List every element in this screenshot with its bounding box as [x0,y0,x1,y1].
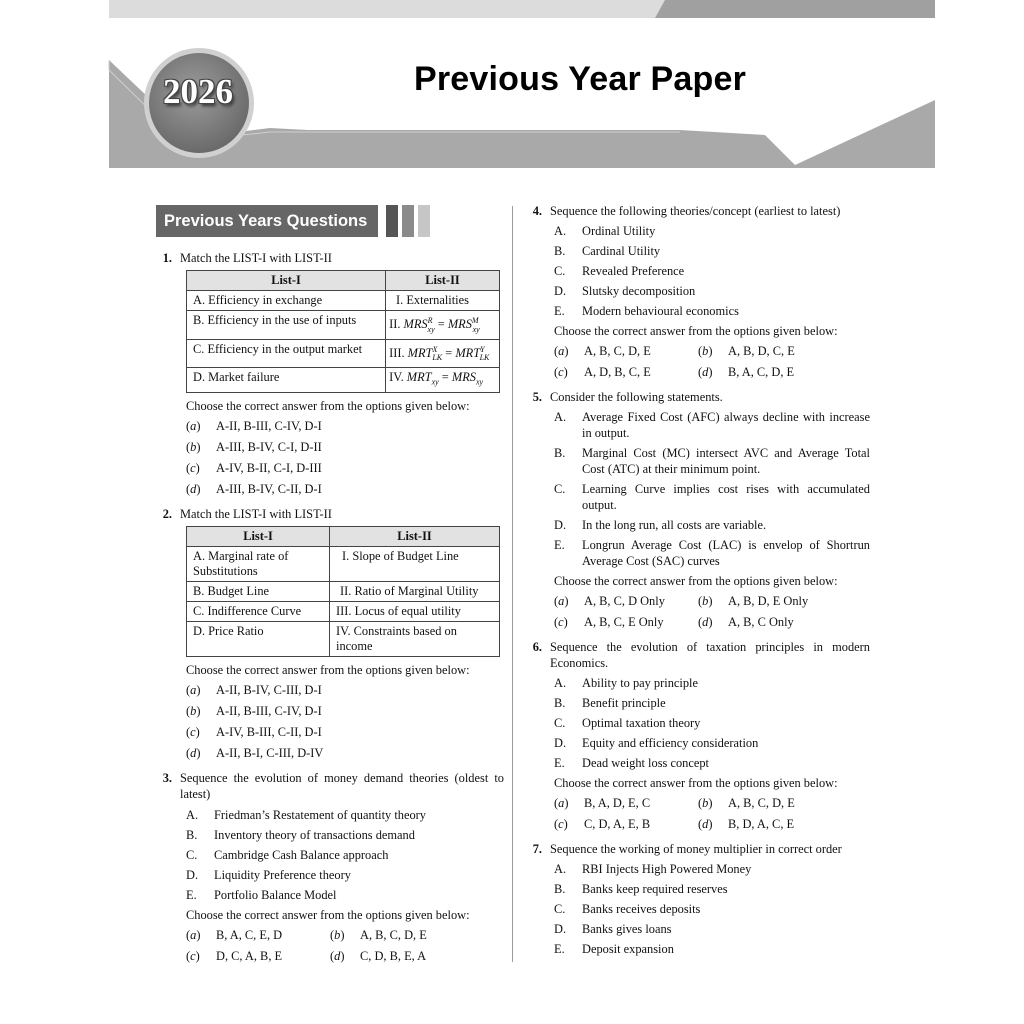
item-key: E. [554,538,565,552]
table-header: List-II [386,271,500,291]
item-text: Portfolio Balance Model [214,887,337,902]
section-heading-wrap [156,205,504,237]
item-text: Revealed Preference [582,264,685,278]
option-text: A-II, B-IV, C-III, D-I [216,682,322,697]
option [186,460,504,476]
option [554,593,698,609]
list-item [554,695,870,711]
question-4 [526,203,870,380]
table-cell: III. $MRT^X_{LK} = MRT^Y_{LK}$ [386,339,500,368]
option [186,439,504,455]
option [330,927,500,943]
question-1 [156,250,504,497]
item-text: Learning Curve implies cost rises with accumulated output. [582,482,870,512]
option [554,614,698,630]
option-text: A-IV, B-II, C-I, D-III [216,460,322,475]
question-number: 1. [162,251,172,265]
item-text: Banks gives loans [582,922,672,936]
list-item [554,735,870,751]
item-key: B. [554,696,566,710]
question-number: 5. [532,390,542,404]
options-grid [186,927,504,964]
option-text: B, A, D, E, C [584,796,651,810]
question-text: Sequence the following theories/concept (earliest to latest) [550,204,841,218]
left-column [156,205,504,973]
list-item [554,263,870,279]
item-text: Liquidity Preference theory [214,867,351,882]
table-header: List-I [187,526,330,546]
item-text: Marginal Cost (MC) intersect AVC and Average Total Cost (ATC) at their minimum point. [582,446,870,476]
option-text: C, D, B, E, A [360,948,427,963]
question-number: 6. [532,640,542,654]
list-item [186,807,504,823]
item-key: A. [186,807,199,822]
option-label: (b) [698,344,713,358]
table-header: List-II [330,526,500,546]
item-key: C. [554,482,566,496]
item-list [554,223,870,319]
table-cell: A. Efficiency in exchange [187,291,386,311]
list-item [186,847,504,863]
choose-instruction: Choose the correct answer from the options given below: [554,574,838,588]
table-cell: III. Locus of equal utility [330,601,500,621]
table-cell: C. Efficiency in the output market [187,339,386,368]
question-text: Sequence the evolution of taxation principles in modern Economics. [550,640,870,670]
option-label: (d) [698,615,713,629]
question-3 [156,770,504,964]
item-text: Dead weight loss concept [582,756,709,770]
item-list [554,675,870,771]
table-cell: B. Efficiency in the use of inputs [187,311,386,340]
option [186,481,504,497]
option-label: (d) [698,817,713,831]
option [698,343,868,359]
table-cell: A. Marginal rate of Substitutions [187,546,330,581]
question-number: 2. [162,506,172,521]
item-text: Deposit expansion [582,942,674,956]
item-text: Banks receives deposits [582,902,701,916]
option [186,418,504,434]
list-item [554,901,870,917]
list-item [554,445,870,477]
option-label: (a) [186,418,201,433]
option [554,816,698,832]
page-title: Previous Year Paper [414,60,747,98]
table-cell: IV. Constraints based on income [330,621,500,656]
option-text: B, A, C, E, D [216,927,283,942]
item-key: D. [554,736,567,750]
item-list [554,409,870,569]
options-grid [554,795,870,832]
option [698,593,868,609]
item-key: C. [554,264,566,278]
item-list [554,861,870,957]
option-text: D, C, A, B, E [216,948,283,963]
item-key: B. [554,882,566,896]
list-item [554,941,870,957]
option-label: (b) [698,796,713,810]
table-cell: II. $MRS^R_{xy} = MRS^M_{xy}$ [386,311,500,340]
question-5 [526,389,870,630]
option-label: (b) [330,927,345,942]
question-text: Match the LIST-I with LIST-II [180,251,332,265]
item-key: A. [554,410,567,424]
option-text: A, B, C Only [728,615,794,629]
list-item [554,409,870,441]
option-label: (b) [186,703,201,718]
section-heading: Previous Years Questions [156,205,378,237]
option [698,795,868,811]
item-text: Slutsky decomposition [582,284,696,298]
match-table-1 [186,270,500,393]
list-item [554,675,870,691]
option [330,948,500,964]
question-2 [156,506,504,761]
options-grid [554,343,870,380]
option-label: (c) [186,724,200,739]
choose-instruction: Choose the correct answer from the options given below: [186,907,470,922]
option [698,364,868,380]
option-text: A, B, D, E Only [728,594,809,608]
question-text: Match the LIST-I with LIST-II [180,506,332,521]
question-number: 4. [532,204,542,218]
item-key: E. [554,756,565,770]
option-label: (d) [698,365,713,379]
table-cell: II. Ratio of Marginal Utility [330,581,500,601]
option-text: A-II, B-III, C-IV, D-I [216,418,322,433]
choose-instruction: Choose the correct answer from the options given below: [554,776,838,790]
option-label: (d) [186,745,201,760]
option [554,364,698,380]
item-text: Ability to pay principle [582,676,698,690]
item-key: A. [554,676,567,690]
table-cell: IV. $MRT_{xy} = MRS_{xy}$ [386,368,500,392]
list-item [554,517,870,533]
option-label: (a) [554,344,569,358]
item-list [186,807,504,903]
item-text: Equity and efficiency consideration [582,736,759,750]
list-item [186,867,504,883]
item-key: D. [186,867,199,882]
item-key: E. [554,942,565,956]
option-label: (c) [554,817,568,831]
option-text: A-II, B-III, C-IV, D-I [216,703,322,718]
item-text: Average Fixed Cost (AFC) always decline with increase in output. [582,410,870,440]
column-divider [512,206,513,962]
list-item [554,243,870,259]
options-grid [554,593,870,630]
list-item [554,283,870,299]
list-item [554,481,870,513]
option-text: A-III, B-IV, C-I, D-II [216,439,322,454]
option [554,343,698,359]
option-text: A-IV, B-III, C-II, D-I [216,724,322,739]
option [186,745,504,761]
decorative-bars [386,205,434,237]
option-label: (a) [186,927,201,942]
item-key: D. [554,518,567,532]
table-header: List-I [187,271,386,291]
item-text: Longrun Average Cost (LAC) is envelop of Shortrun Average Cost (SAC) curves [582,538,870,568]
item-text: Cambridge Cash Balance approach [214,847,389,862]
table-cell: I. Externalities [386,291,500,311]
year-badge: 2026 [163,72,233,111]
option-label: (a) [186,682,201,697]
table-cell: B. Budget Line [187,581,330,601]
option [186,948,330,964]
list-item [554,755,870,771]
option [186,724,504,740]
list-item [554,223,870,239]
item-key: A. [554,862,567,876]
option-label: (a) [554,796,569,810]
item-text: Banks keep required reserves [582,882,728,896]
item-text: Benefit principle [582,696,666,710]
question-text: Sequence the evolution of money demand theories (oldest to latest) [180,770,504,801]
table-cell: I. Slope of Budget Line [330,546,500,581]
option-label: (b) [698,594,713,608]
table-cell: C. Indifference Curve [187,601,330,621]
option-label: (b) [186,439,201,454]
question-number: 3. [162,770,172,785]
option-label: (d) [330,948,345,963]
choose-instruction: Choose the correct answer from the options given below: [186,662,470,677]
option [186,703,504,719]
match-table-2 [186,526,500,657]
option [554,795,698,811]
option-text: B, D, A, C, E [728,817,795,831]
item-key: C. [554,902,566,916]
option-label: (a) [554,594,569,608]
item-key: E. [554,304,565,318]
item-key: E. [186,887,197,902]
list-item [554,881,870,897]
item-text: Inventory theory of transactions demand [214,827,415,842]
item-key: D. [554,922,567,936]
item-key: C. [186,847,198,862]
item-key: B. [186,827,198,842]
item-key: B. [554,244,566,258]
list-item [554,921,870,937]
choose-instruction: Choose the correct answer from the options given below: [186,398,470,413]
item-key: D. [554,284,567,298]
option-label: (c) [186,460,200,475]
option-text: B, A, C, D, E [728,365,795,379]
option-text: A, B, C, D Only [584,594,665,608]
option-text: A, D, B, C, E [584,365,651,379]
option-text: A, B, C, D, E [584,344,651,358]
option [698,614,868,630]
option-text: A, B, D, C, E [728,344,795,358]
item-text: Optimal taxation theory [582,716,701,730]
option-text: A, B, C, D, E [728,796,795,810]
option [698,816,868,832]
option-text: A, B, C, E Only [584,615,664,629]
list-item [186,887,504,903]
item-text: Modern behavioural economics [582,304,739,318]
list-item [186,827,504,843]
option-label: (d) [186,481,201,496]
list-item [554,537,870,569]
question-6 [526,639,870,832]
item-key: B. [554,446,566,460]
list-item [554,303,870,319]
question-text: Sequence the working of money multiplier in correct order [550,842,842,856]
item-text: Friedman’s Restatement of quantity theory [214,807,426,822]
item-text: RBI Injects High Powered Money [582,862,752,876]
option-label: (c) [554,615,568,629]
choose-instruction: Choose the correct answer from the options given below: [554,324,838,338]
option-text: A, B, C, D, E [360,927,427,942]
item-key: C. [554,716,566,730]
right-column [526,203,870,966]
table-cell: D. Price Ratio [187,621,330,656]
option [186,682,504,698]
option-text: A-II, B-I, C-III, D-IV [216,745,324,760]
question-text: Consider the following statements. [550,390,723,404]
question-number: 7. [532,842,542,856]
question-7 [526,841,870,957]
option-label: (c) [186,948,200,963]
item-text: In the long run, all costs are variable. [582,518,767,532]
page-header [0,0,1024,175]
item-text: Cardinal Utility [582,244,661,258]
option [186,927,330,943]
item-key: A. [554,224,567,238]
item-text: Ordinal Utility [582,224,656,238]
option-text: C, D, A, E, B [584,817,651,831]
option-text: A-III, B-IV, C-II, D-I [216,481,322,496]
list-item [554,715,870,731]
list-item [554,861,870,877]
table-cell: D. Market failure [187,368,386,392]
option-label: (c) [554,365,568,379]
